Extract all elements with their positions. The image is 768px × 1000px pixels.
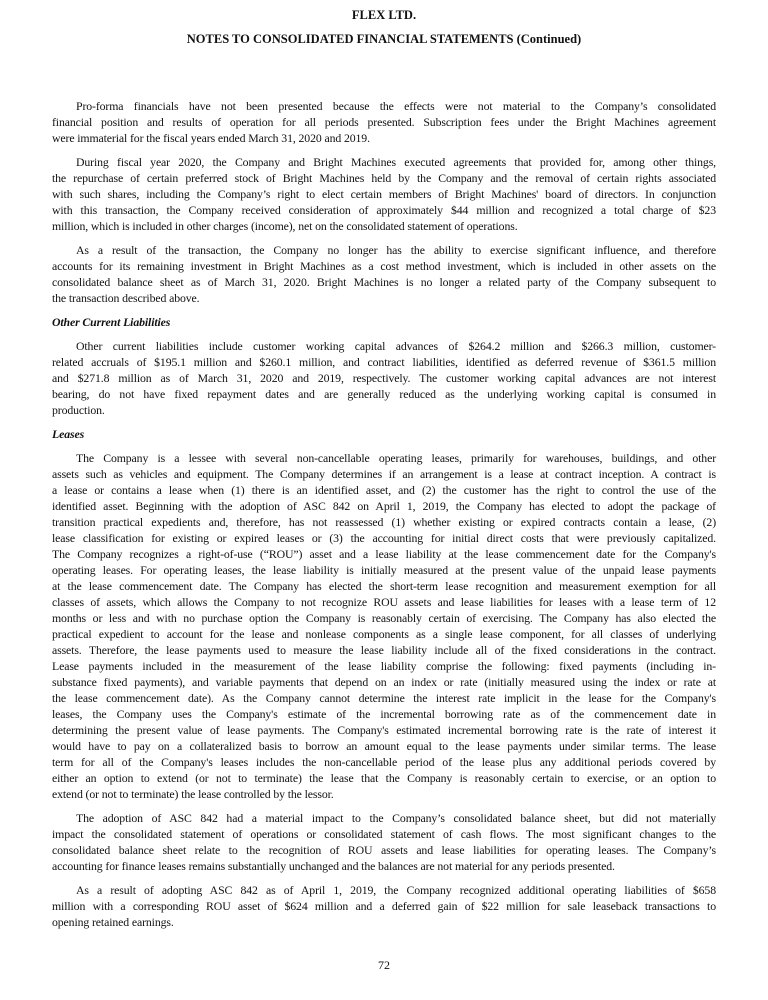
text-line: months or less and with no purchase option the Company is reasonably certain of exercising. The Company has also elected the	[52, 611, 716, 625]
text-line: During fiscal year 2020, the Company and Bright Machines executed agreements that provided for, among other things,	[76, 155, 716, 169]
text-line: assets. Therefore, the lease payments used to measure the lease liability include all of the fixed considerations in the contract.	[52, 643, 716, 657]
document-body	[52, 98, 716, 938]
text-line: million with a corresponding ROU asset of $624 million and a deferred gain of $22 million for sale leaseback transactions to	[52, 899, 716, 913]
text-line: and $271.8 million as of March 31, 2020 and 2019, respectively. The customer working capital advances are not interest	[52, 371, 716, 385]
paragraph	[52, 98, 716, 146]
text-line: operating leases. For operating leases, the lease liability is initially measured at the present value of the unpaid lease payments	[52, 563, 716, 577]
text-line: the transaction described above.	[52, 291, 200, 305]
text-line: million, which is included in other charges (income), net on the consolidated statement of operations.	[52, 219, 518, 233]
text-line: determining the present value of lease payments. The Company's estimated incremental borrowing rate is the rate of interest it	[52, 723, 716, 737]
text-line: accounting for finance leases remains substantially unchanged and the balances are not material for any periods presented.	[52, 859, 615, 873]
text-line: practical expedient to account for the lease and nonlease components as a single lease component, for all classes of underlying	[52, 627, 716, 641]
text-line: classes of assets, which allows the Company to not recognize ROU assets and lease liabilities for leases with a lease term of 12	[52, 595, 716, 609]
text-line: would have to pay on a collateralized basis to borrow an amount equal to the lease payments under similar terms. The lease	[52, 739, 716, 753]
paragraph	[52, 450, 716, 802]
text-line: consolidated balance sheet relate to the recognition of ROU assets and lease liabilities for operating leases. The Company’s	[52, 843, 716, 857]
text-line: leases, the Company uses the Company's estimate of the incremental borrowing rate as of the commencement date in	[52, 707, 716, 721]
text-line: extend (or not to terminate) the lease controlled by the lessor.	[52, 787, 334, 801]
text-line: the repurchase of certain preferred stock of Bright Machines held by the Company and the removal of certain rights associated	[52, 171, 716, 185]
text-line: term for all of the Company's leases includes the non-cancellable period of the lease plus any additional periods covered by	[52, 755, 716, 769]
text-line: were immaterial for the fiscal years ended March 31, 2020 and 2019.	[52, 131, 370, 145]
text-line: identified asset. Beginning with the adoption of ASC 842 on April 1, 2019, the Company has elected to adopt the package of	[52, 499, 716, 513]
company-name: FLEX LTD.	[351, 8, 417, 22]
text-line: at the lease commencement date. The Company has elected the short-term lease recognition and measurement exemption for all	[52, 579, 716, 593]
text-line: the lease commencement date). As the Company cannot determine the interest rate implicit in the lease for the Company's	[52, 691, 716, 705]
text-line: related accruals of $195.1 million and $260.1 million, and contract liabilities, identified as deferred revenue of $361.5 million	[52, 355, 716, 369]
text-line: impact the consolidated statement of operations or consolidated statement of cash flows. The most significant changes to the	[52, 827, 716, 841]
text-line: either an option to extend (or not to terminate) the lease that the Company is reasonably certain to exercise, or an option to	[52, 771, 716, 785]
text-line: The Company recognizes a right-of-use (“ROU”) asset and a lease liability at the lease commencement date for the Company's	[52, 547, 716, 561]
text-line: a lease or contains a lease when (1) there is an identified asset, and (2) the customer has the right to control the use of the	[52, 483, 716, 497]
text-line: with such shares, including the Company’s right to elect certain members of Bright Machines' board of directors. In conjunction	[52, 187, 716, 201]
text-line: As a result of adopting ASC 842 as of April 1, 2019, the Company recognized additional operating liabilities of $658	[76, 883, 716, 897]
text-line: financial position and results of operation for all periods presented. Subscription fees under the Bright Machines agreement	[52, 115, 716, 129]
text-line: accounts for its remaining investment in Bright Machines as a cost method investment, which is included in other assets on the	[52, 259, 716, 273]
page-subtitle: NOTES TO CONSOLIDATED FINANCIAL STATEMENTS (Continued)	[186, 32, 582, 46]
text-line: The Company is a lessee with several non-cancellable operating leases, primarily for warehouses, buildings, and other	[76, 451, 716, 465]
text-line: production.	[52, 403, 105, 417]
section-heading: Other Current Liabilities	[52, 315, 171, 329]
text-line: with this transaction, the Company received consideration of approximately $44 million and recognized a total charge of $23	[52, 203, 716, 217]
text-line: Other current liabilities include customer working capital advances of $264.2 million and $266.3 million, customer-	[76, 339, 716, 353]
text-line: assets such as vehicles and equipment. The Company determines if an arrangement is a lease at contract inception. A contract is	[52, 467, 716, 481]
text-line: Pro-forma financials have not been presented because the effects were not material to the Company’s consolidated	[76, 99, 716, 113]
paragraph	[52, 242, 716, 306]
text-line: substance fixed payments), and variable payments that depend on an index or rate (initially measured using the index or rate at	[52, 675, 716, 689]
text-line: consolidated balance sheet as of March 31, 2020. Bright Machines is no longer a related party of the Company subsequent to	[52, 275, 716, 289]
text-line: Lease payments included in the measurement of the lease liability comprise the following: fixed payments (including in-	[52, 659, 716, 673]
section-heading: Leases	[52, 427, 85, 441]
paragraph	[52, 338, 716, 418]
text-line: opening retained earnings.	[52, 915, 174, 929]
paragraph	[52, 154, 716, 234]
text-line: transition practical expedients and, therefore, has not reassessed (1) whether existing or expired contracts contain a lease, (2)	[52, 515, 716, 529]
text-line: As a result of the transaction, the Company no longer has the ability to exercise significant influence, and therefore	[76, 243, 716, 257]
paragraph	[52, 882, 716, 930]
text-line: lease classification for existing or expired leases or (3) the accounting for initial direct costs that were previously capitalized.	[52, 531, 716, 545]
text-line: bearing, do not have fixed repayment dates and are generally reduced as the underlying working capital is consumed in	[52, 387, 716, 401]
page-number: 72	[378, 958, 390, 972]
text-line: The adoption of ASC 842 had a material impact to the Company’s consolidated balance sheet, but did not materially	[76, 811, 716, 825]
paragraph	[52, 810, 716, 874]
